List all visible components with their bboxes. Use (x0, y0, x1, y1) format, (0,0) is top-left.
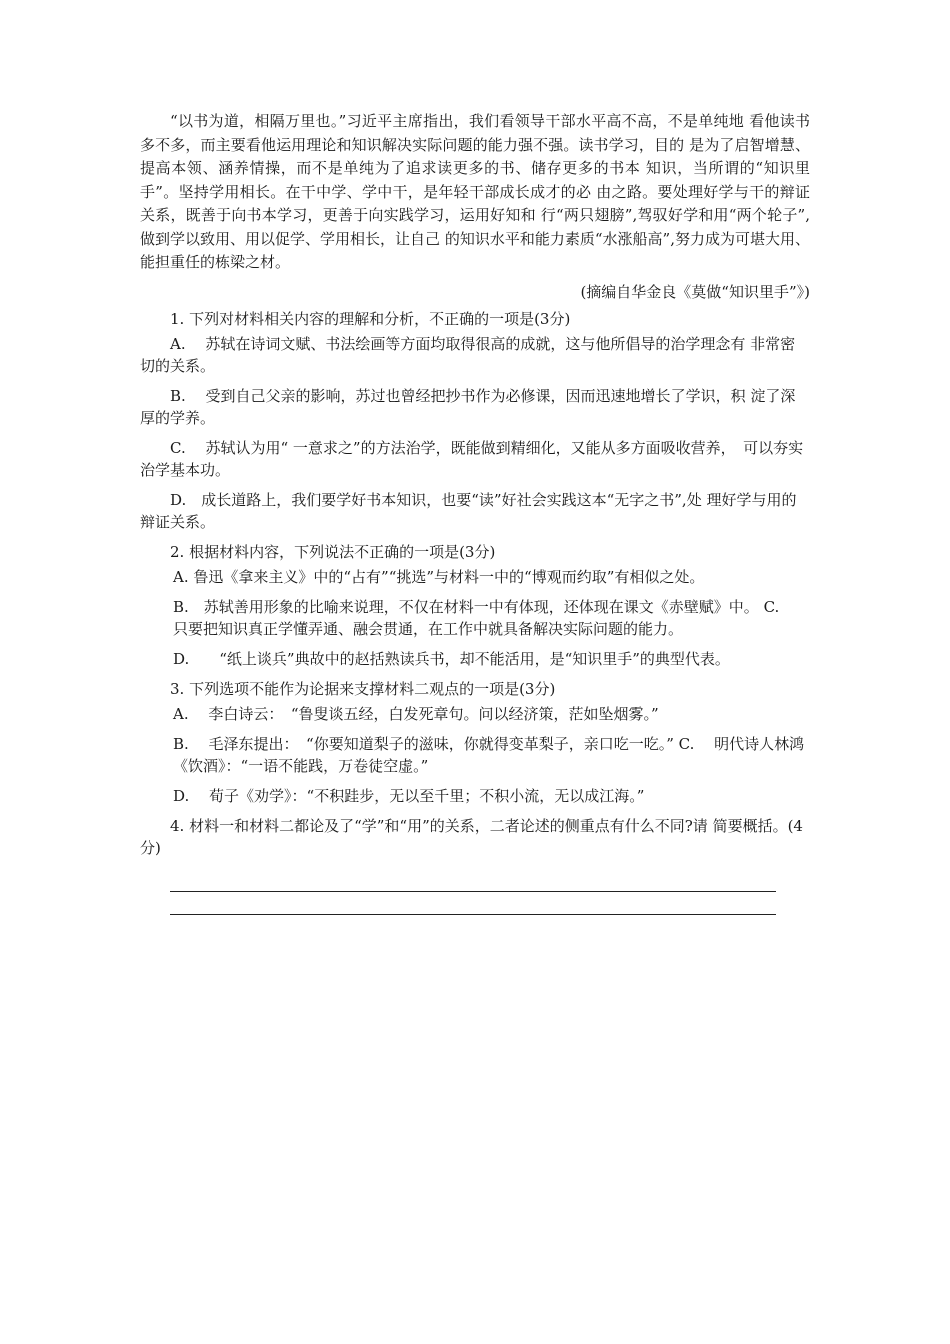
option-d: D. 成长道路上，我们要学好书本知识，也要“读”好社会实践这本“无字之书”,处 理好学与用的辩证关系。 (140, 491, 797, 531)
document-page (140, 110, 810, 915)
question-stem: 4. 材料一和材料二都论及了“学”和“用”的关系，二者论述的侧重点有什么不同?请 简要概括。(4分) (140, 817, 803, 857)
option-a: A. 鲁迅《拿来主义》中的“占有”“挑选”与材料一中的“博观而约取”有相似之处。 (173, 568, 705, 586)
question-stem: 3. 下列选项不能作为论据来支撑材料二观点的一项是(3分) (170, 680, 556, 698)
question-2 (140, 541, 810, 670)
option-a: A. 苏轼在诗词文赋、书法绘画等方面均取得很高的成就，这与他所倡导的治学理念有 非常密切的关系。 (140, 335, 796, 375)
answer-line[interactable] (170, 892, 776, 915)
option-c: C. 苏轼认为用“ 一意求之”的方法治学，既能做到精细化，又能从多方面吸收营养， 可以夯实治学基本功。 (140, 439, 804, 479)
answer-area[interactable] (140, 869, 810, 915)
answer-line[interactable] (170, 869, 776, 892)
question-stem: 2. 根据材料内容，下列说法不正确的一项是(3分) (170, 543, 496, 561)
option-b: B. 受到自己父亲的影响，苏过也曾经把抄书作为必修课，因而迅速地增长了学识，积 淀了深厚的学养。 (140, 387, 796, 427)
passage-source: (摘编自华金良《莫做“知识里手”》) (580, 282, 810, 301)
option-a: A. 李白诗云： “鲁叟谈五经，白发死章句。问以经济策，茫如坠烟雾。” (173, 705, 659, 723)
option-b-c: B. 毛泽东提出： “你要知道梨子的滋味，你就得变革梨子，亲口吃一吃。” C. 明代诗人林鸿《饮酒》：“一语不能践，万卷徒空虚。” (173, 735, 805, 775)
question-3 (140, 678, 810, 807)
passage-text: “以书为道，相隔万里也。”习近平主席指出，我们看领导干部水平高不高，不是单纯地 看他读书多不多，而主要看他运用理论和知识解决实际问题的能力强不强。读书学习，目的 是为了启智增慧、提高本领、涵养情操，而不是单纯为了追求读更多的书、储存更多的书本 知识，当所谓的“知识里手”。坚持学用相长。在干中学、学中干，是年轻干部成长成才的必 由之路。要处理好学与干的辩证关系，既善于向书本学习，更善于向实践学习，运用好知和 行“两只翅膀”,驾驭好学和用“两个轮子”,做到学以致用、用以促学、学用相长，让自己 的知识水平和能力素质“水涨船高”,努力成为可堪大用、能担重任的栋梁之材。 (140, 112, 810, 271)
option-b-c: B. 苏轼善用形象的比喻来说理，不仅在材料一中有体现，还体现在课文《赤壁赋》中。 C. 只要把知识真正学懂弄通、融会贯通，在工作中就具备解决实际问题的能力。 (173, 598, 800, 638)
option-d: D. 荀子《劝学》：“不积跬步，无以至千里；不积小流，无以成江海。” (173, 787, 645, 805)
option-d: D. “纸上谈兵”典故中的赵括熟读兵书，却不能活用，是“知识里手”的典型代表。 (173, 650, 730, 668)
question-4 (140, 815, 810, 859)
question-1 (140, 308, 810, 533)
question-stem: 1. 下列对材料相关内容的理解和分析，不正确的一项是(3分) (170, 310, 571, 328)
